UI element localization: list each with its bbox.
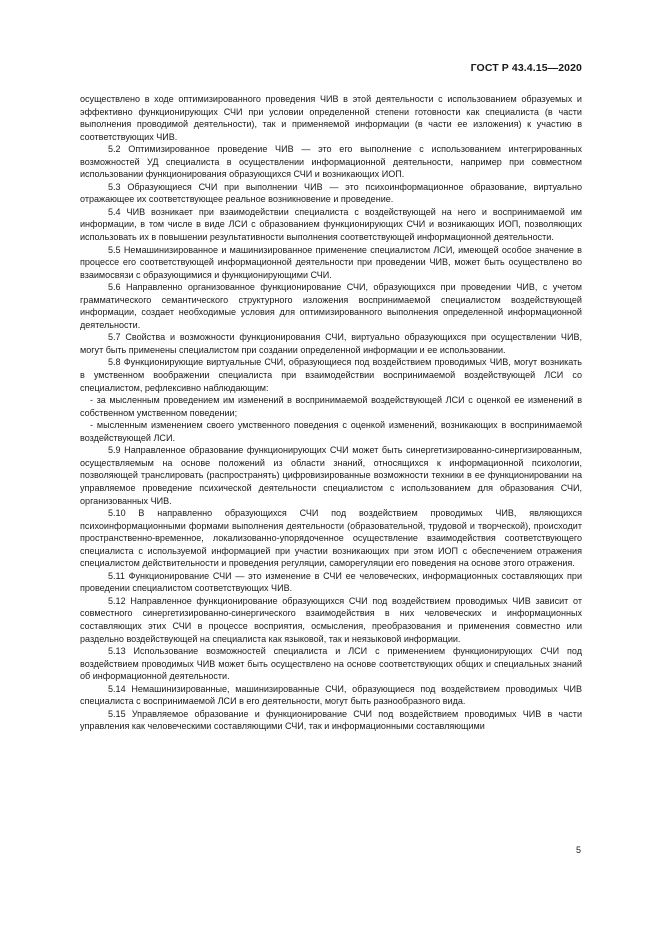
paragraph: осуществлено в ходе оптимизированного проведения ЧИВ в этой деятельности с использованием образуемых и эффективно функционирующих СЧИ при условии определенной степени готовности как специалиста (в части выполнения проводимой деятельности), так и применяемой информации (в части ее изложения) к участию в соответствующих ЧИВ.	[80, 94, 582, 142]
list-item: - за мысленным проведением им изменений в воспринимаемой воздействующей ЛСИ с оценкой ее изменений в собственном умственном поведении;	[80, 395, 582, 418]
list-item: - мысленным изменением своего умственного поведения с оценкой изменений, возникающих в воспринимаемой воздействующей ЛСИ.	[80, 420, 582, 443]
paragraph: 5.8 Функционирующие виртуальные СЧИ, образующиеся под воздействием проводимых ЧИВ, могут возникать в умственном воображении специалиста при взаимодействии воспринимаемой воздействующей ЛСИ со специалистом, рефлексивно наблюдающим:	[80, 357, 582, 393]
paragraph: 5.6 Направленно организованное функционирование СЧИ, образующихся при проведении ЧИВ, с учетом грамматического семантического структурного изложения воспринимаемой специалистом воздействующей информации, создает необходимые условия для оптимизированного выполнения определенной информационной деятельности.	[80, 282, 582, 330]
paragraph: 5.11 Функционирование СЧИ — это изменение в СЧИ ее человеческих, информационных составляющих при проведении специалистом соответствующих ЧИВ.	[80, 570, 582, 594]
paragraph: 5.7 Свойства и возможности функционирования СЧИ, виртуально образующихся при осуществлении ЧИВ, могут быть применены специалистом при создании определенной информации и ее использовании.	[80, 332, 582, 355]
paragraph: 5.12 Направленное функционирование образующихся СЧИ под воздействием проводимых ЧИВ зависит от совместного синергетизированно-синергического взаимодействия в них человеческих и информационных составляющих этих СЧИ в процессе восприятия, осмысления, преобразования и применения совместно или раздельно воздействующей на специалиста как языковой, так и неязыковой информации.	[80, 595, 582, 644]
paragraph: 5.10 В направленно образующихся СЧИ под воздействием проводимых ЧИВ, являющихся психоинформационными формами выполнения деятельности (образовательной, трудовой и творческой), происходит пространственно-временное, локализованно-упорядоченное осуществление взаимодействия соответствующего специалиста с используемой информацией при участии возникающих при этом ИОП с обеспечением отражения специалистом действительности и проведения регуляции, саморегуляции его поведения на основе этого отражения.	[80, 508, 582, 569]
paragraph: 5.3 Образующиеся СЧИ при выполнении ЧИВ — это психоинформационное образование, виртуально отражающее их соответствующее реальное возникновение и проведение.	[80, 181, 582, 205]
standard-header: ГОСТ Р 43.4.15—2020	[470, 62, 582, 74]
paragraph: 5.2 Оптимизированное проведение ЧИВ — это его выполнение с использованием интегрированных возможностей УД специалиста в осуществлении информационной деятельности, например при совместном использовании функционирования образующихся СЧИ и возникающих ИОП.	[80, 144, 582, 180]
page-number: 5	[575, 845, 581, 855]
paragraph: 5.5 Немашинизированное и машинизированное применение специалистом ЛСИ, имеющей особое значение в процессе его соответствующей информационной деятельности при проведении ЧИВ, может быть осуществлено во взаимосвязи с образующимися и функционирующими СЧИ.	[80, 244, 582, 280]
paragraph: 5.13 Использование возможностей специалиста и ЛСИ с применением функционирующих СЧИ под воздействием проводимых ЧИВ может быть осуществлено на основе соответствующих общих и специальных знаний об информационной деятельности.	[80, 646, 582, 682]
paragraph: 5.4 ЧИВ возникает при взаимодействии специалиста с воздействующей на него и воспринимаемой им информации, в том числе в виде ЛСИ с образованием функционирующих СЧИ и возникающих ИОП, позволяющих использовать их в повышении результативности выполнения соответствующей информационной деятельности.	[80, 206, 582, 243]
paragraph: 5.14 Немашинизированные, машинизированные СЧИ, образующиеся под воздействием проводимых ЧИВ специалиста с воспринимаемой ЛСИ в его деятельности, могут быть разнообразного вида.	[80, 683, 582, 707]
paragraph: 5.9 Направленное образование функционирующих СЧИ может быть синергетизированно-синергизированным, осуществляемым на основе положений из области знаний, относящихся к информационной психологии, позволяющей транслировать (распространять) цифровизированные возможности техники в ее функционировании на управляемое проведение психической деятельности специалистом с использованием для образования СЧИ, организованных ЧИВ.	[80, 445, 582, 506]
paragraph: 5.15 Управляемое образование и функционирование СЧИ под воздействием проводимых ЧИВ в части управления как человеческими составляющими СЧИ, так и информационными составляющими	[80, 708, 582, 732]
document-body	[80, 93, 582, 733]
